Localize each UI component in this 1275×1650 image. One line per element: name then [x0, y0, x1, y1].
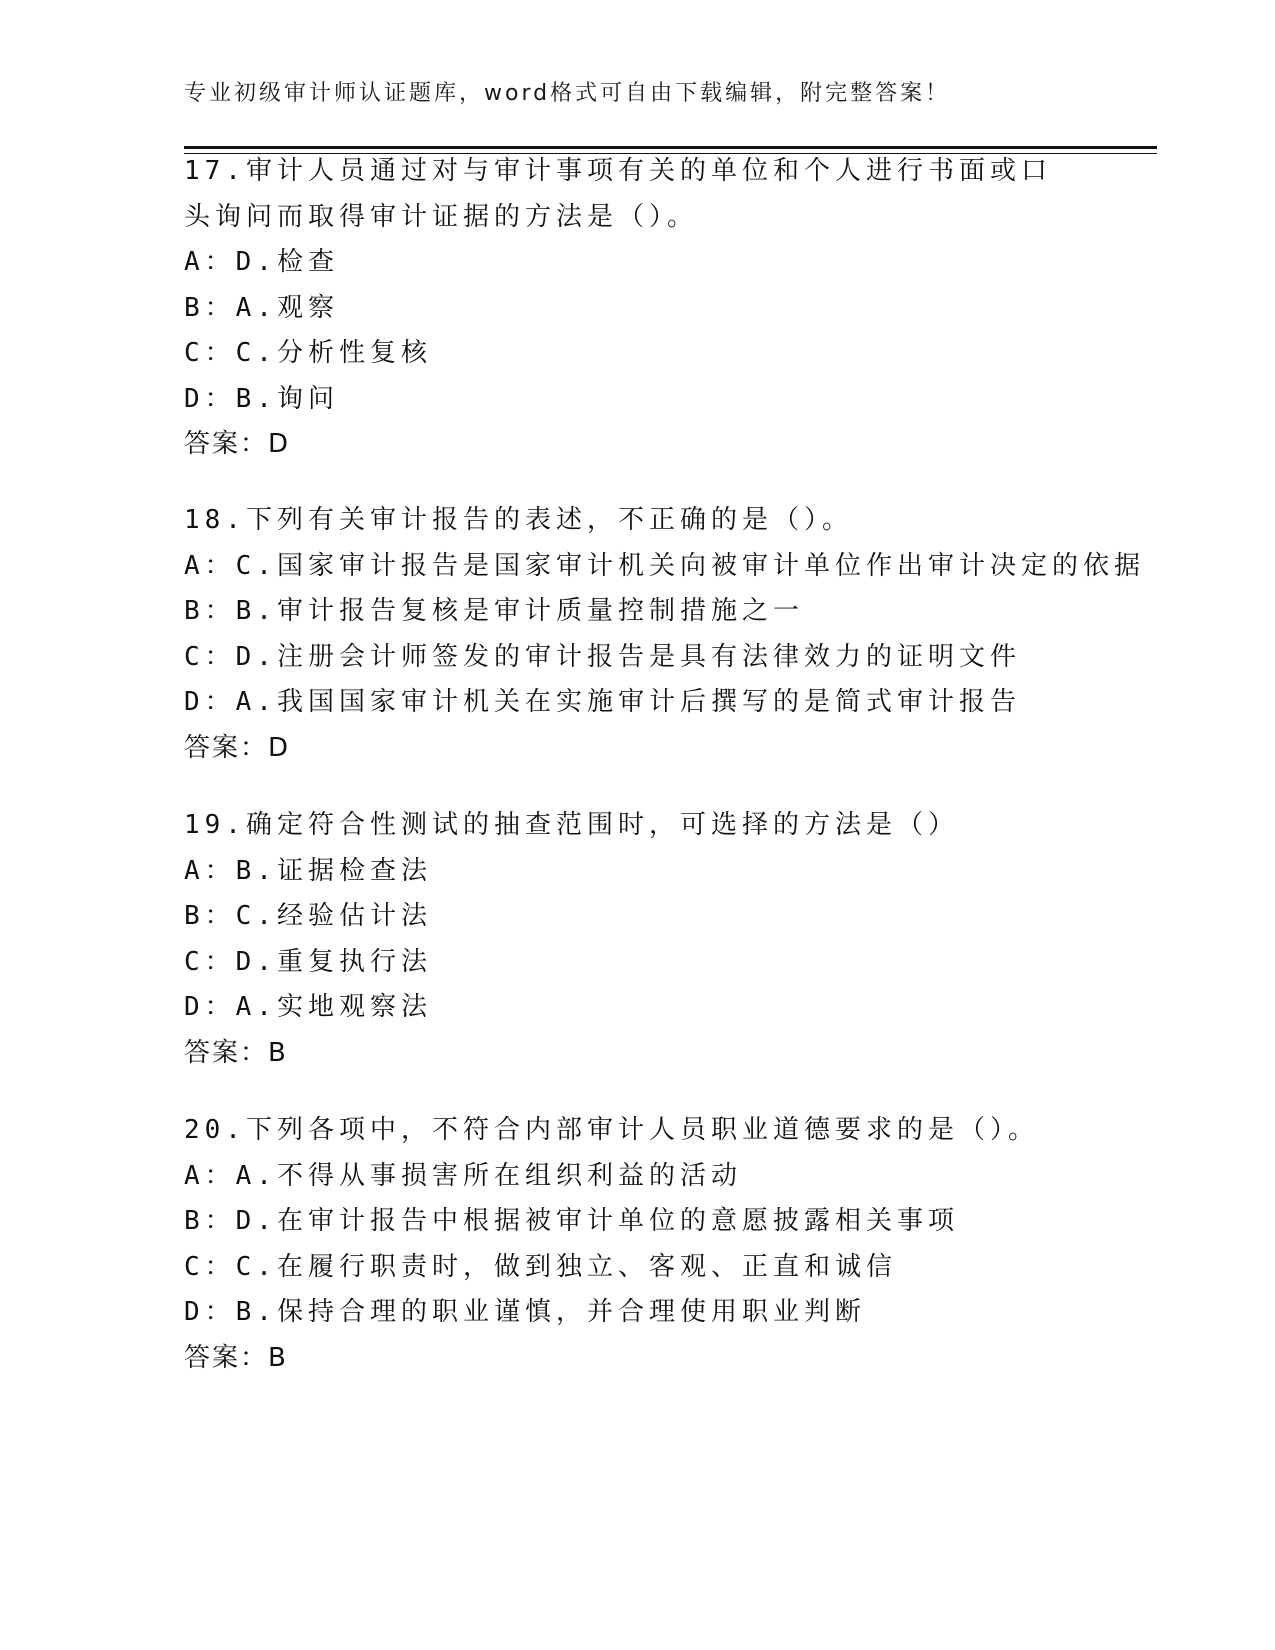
option-d: D：A.我国国家审计机关在实施审计后撰写的是简式审计报告: [184, 687, 1021, 717]
answer-label: 答案：: [184, 1037, 269, 1068]
option-d: D：B.保持合理的职业谨慎，并合理使用职业判断: [184, 1297, 866, 1327]
question-title: 19.确定符合性测试的抽查范围时，可选择的方法是（）: [184, 810, 959, 840]
answer-line: [184, 422, 1124, 468]
question-18: [184, 498, 1145, 771]
question-17: [184, 149, 1124, 468]
page-header: 专业初级审计师认证题库，word格式可自由下载编辑，附完整答案！: [184, 81, 951, 106]
option-d: D：B.询问: [184, 383, 339, 414]
answer-value: D: [268, 429, 290, 459]
answer-value: B: [268, 1037, 287, 1068]
question-19: [184, 803, 1124, 1076]
option-a: A：A.不得从事损害所在组织利益的活动: [184, 1160, 742, 1191]
question-20: [184, 1108, 1124, 1381]
answer-line: [184, 1336, 1124, 1382]
option-a: A：D.检查: [184, 247, 339, 277]
answer-value: B: [268, 1342, 287, 1373]
option-a: A：C.国家审计报告是国家审计机关向被审计单位作出审计决定的依据: [184, 550, 1145, 581]
answer-line: [184, 726, 1124, 772]
option-b: B：C.经验估计法: [184, 901, 432, 931]
answer-label: 答案：: [184, 1342, 269, 1373]
option-b: B：D.在审计报告中根据被审计单位的意愿披露相关事项: [184, 1206, 959, 1236]
question-title: 18.下列有关审计报告的表述，不正确的是（）。: [184, 505, 853, 535]
option-d: D：A.实地观察法: [184, 992, 432, 1022]
option-b: B：A.观察: [184, 292, 339, 323]
option-c: C：D.注册会计师签发的审计报告是具有法律效力的证明文件: [184, 641, 1021, 672]
option-c: C：C.在履行职责时，做到独立、客观、正直和诚信: [184, 1251, 897, 1282]
answer-value: D: [268, 732, 290, 763]
option-c: C：D.重复执行法: [184, 946, 432, 977]
option-c: C：C.分析性复核: [184, 338, 432, 368]
option-b: B：B.审计报告复核是审计质量控制措施之一: [184, 596, 804, 626]
question-title: 20.下列各项中，不符合内部审计人员职业道德要求的是（）。: [184, 1115, 1039, 1145]
answer-line: [184, 1031, 1124, 1077]
answer-label: 答案：: [184, 429, 269, 459]
answer-label: 答案：: [184, 732, 269, 763]
question-title: 17.审计人员通过对与审计事项有关的单位和个人进行书面或口头询问而取得审计证据的方法是（）。: [184, 156, 1052, 232]
option-a: A：B.证据检查法: [184, 855, 432, 886]
